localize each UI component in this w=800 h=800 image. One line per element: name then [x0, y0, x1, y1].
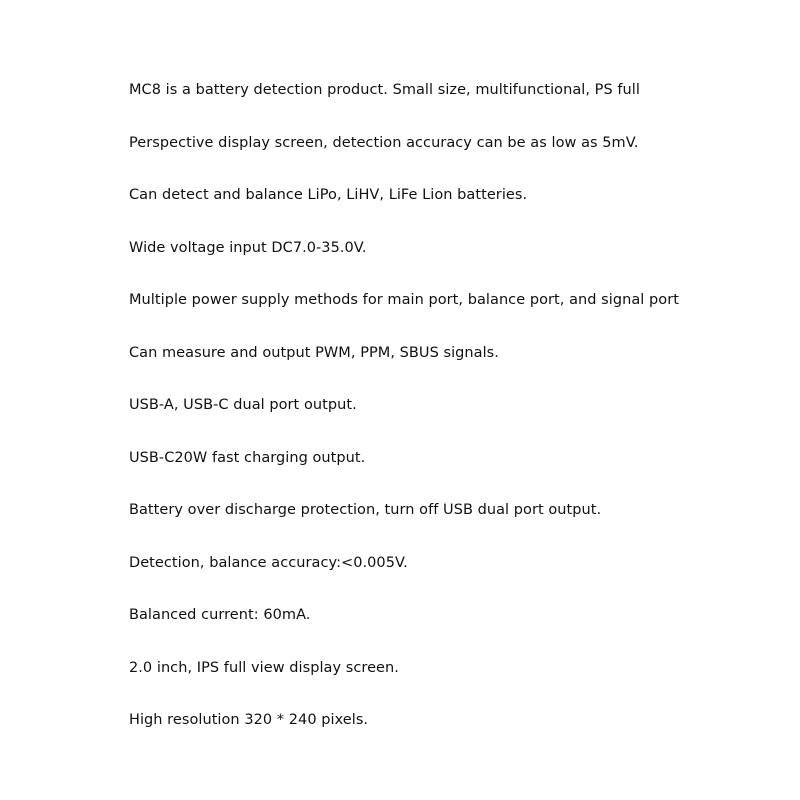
feature-line-10: Detection, balance accuracy:<0.005V. — [129, 554, 408, 571]
feature-line-5: Multiple power supply methods for main port, balance port, and signal port — [129, 292, 679, 308]
feature-line-9: Battery over discharge protection, turn off USB dual port output. — [129, 502, 602, 518]
feature-line-7: USB-A, USB-C dual port output. — [129, 397, 357, 413]
feature-line-12: 2.0 inch, IPS full view display screen. — [129, 659, 399, 676]
feature-line-8: USB-C20W fast charging output. — [129, 449, 366, 466]
feature-list — [129, 79, 789, 762]
feature-line-11: Balanced current: 60mA. — [129, 607, 311, 623]
feature-line-6: Can measure and output PWM, PPM, SBUS signals. — [129, 344, 499, 361]
feature-line-1: MC8 is a battery detection product. Small size, multifunctional, PS full — [129, 82, 640, 98]
feature-line-4: Wide voltage input DC7.0-35.0V. — [129, 239, 367, 256]
feature-line-3: Can detect and balance LiPo, LiHV, LiFe Lion batteries. — [129, 187, 528, 203]
feature-line-13: High resolution 320 * 240 pixels. — [129, 712, 369, 728]
feature-line-2: Perspective display screen, detection accuracy can be as low as 5mV. — [129, 134, 639, 151]
